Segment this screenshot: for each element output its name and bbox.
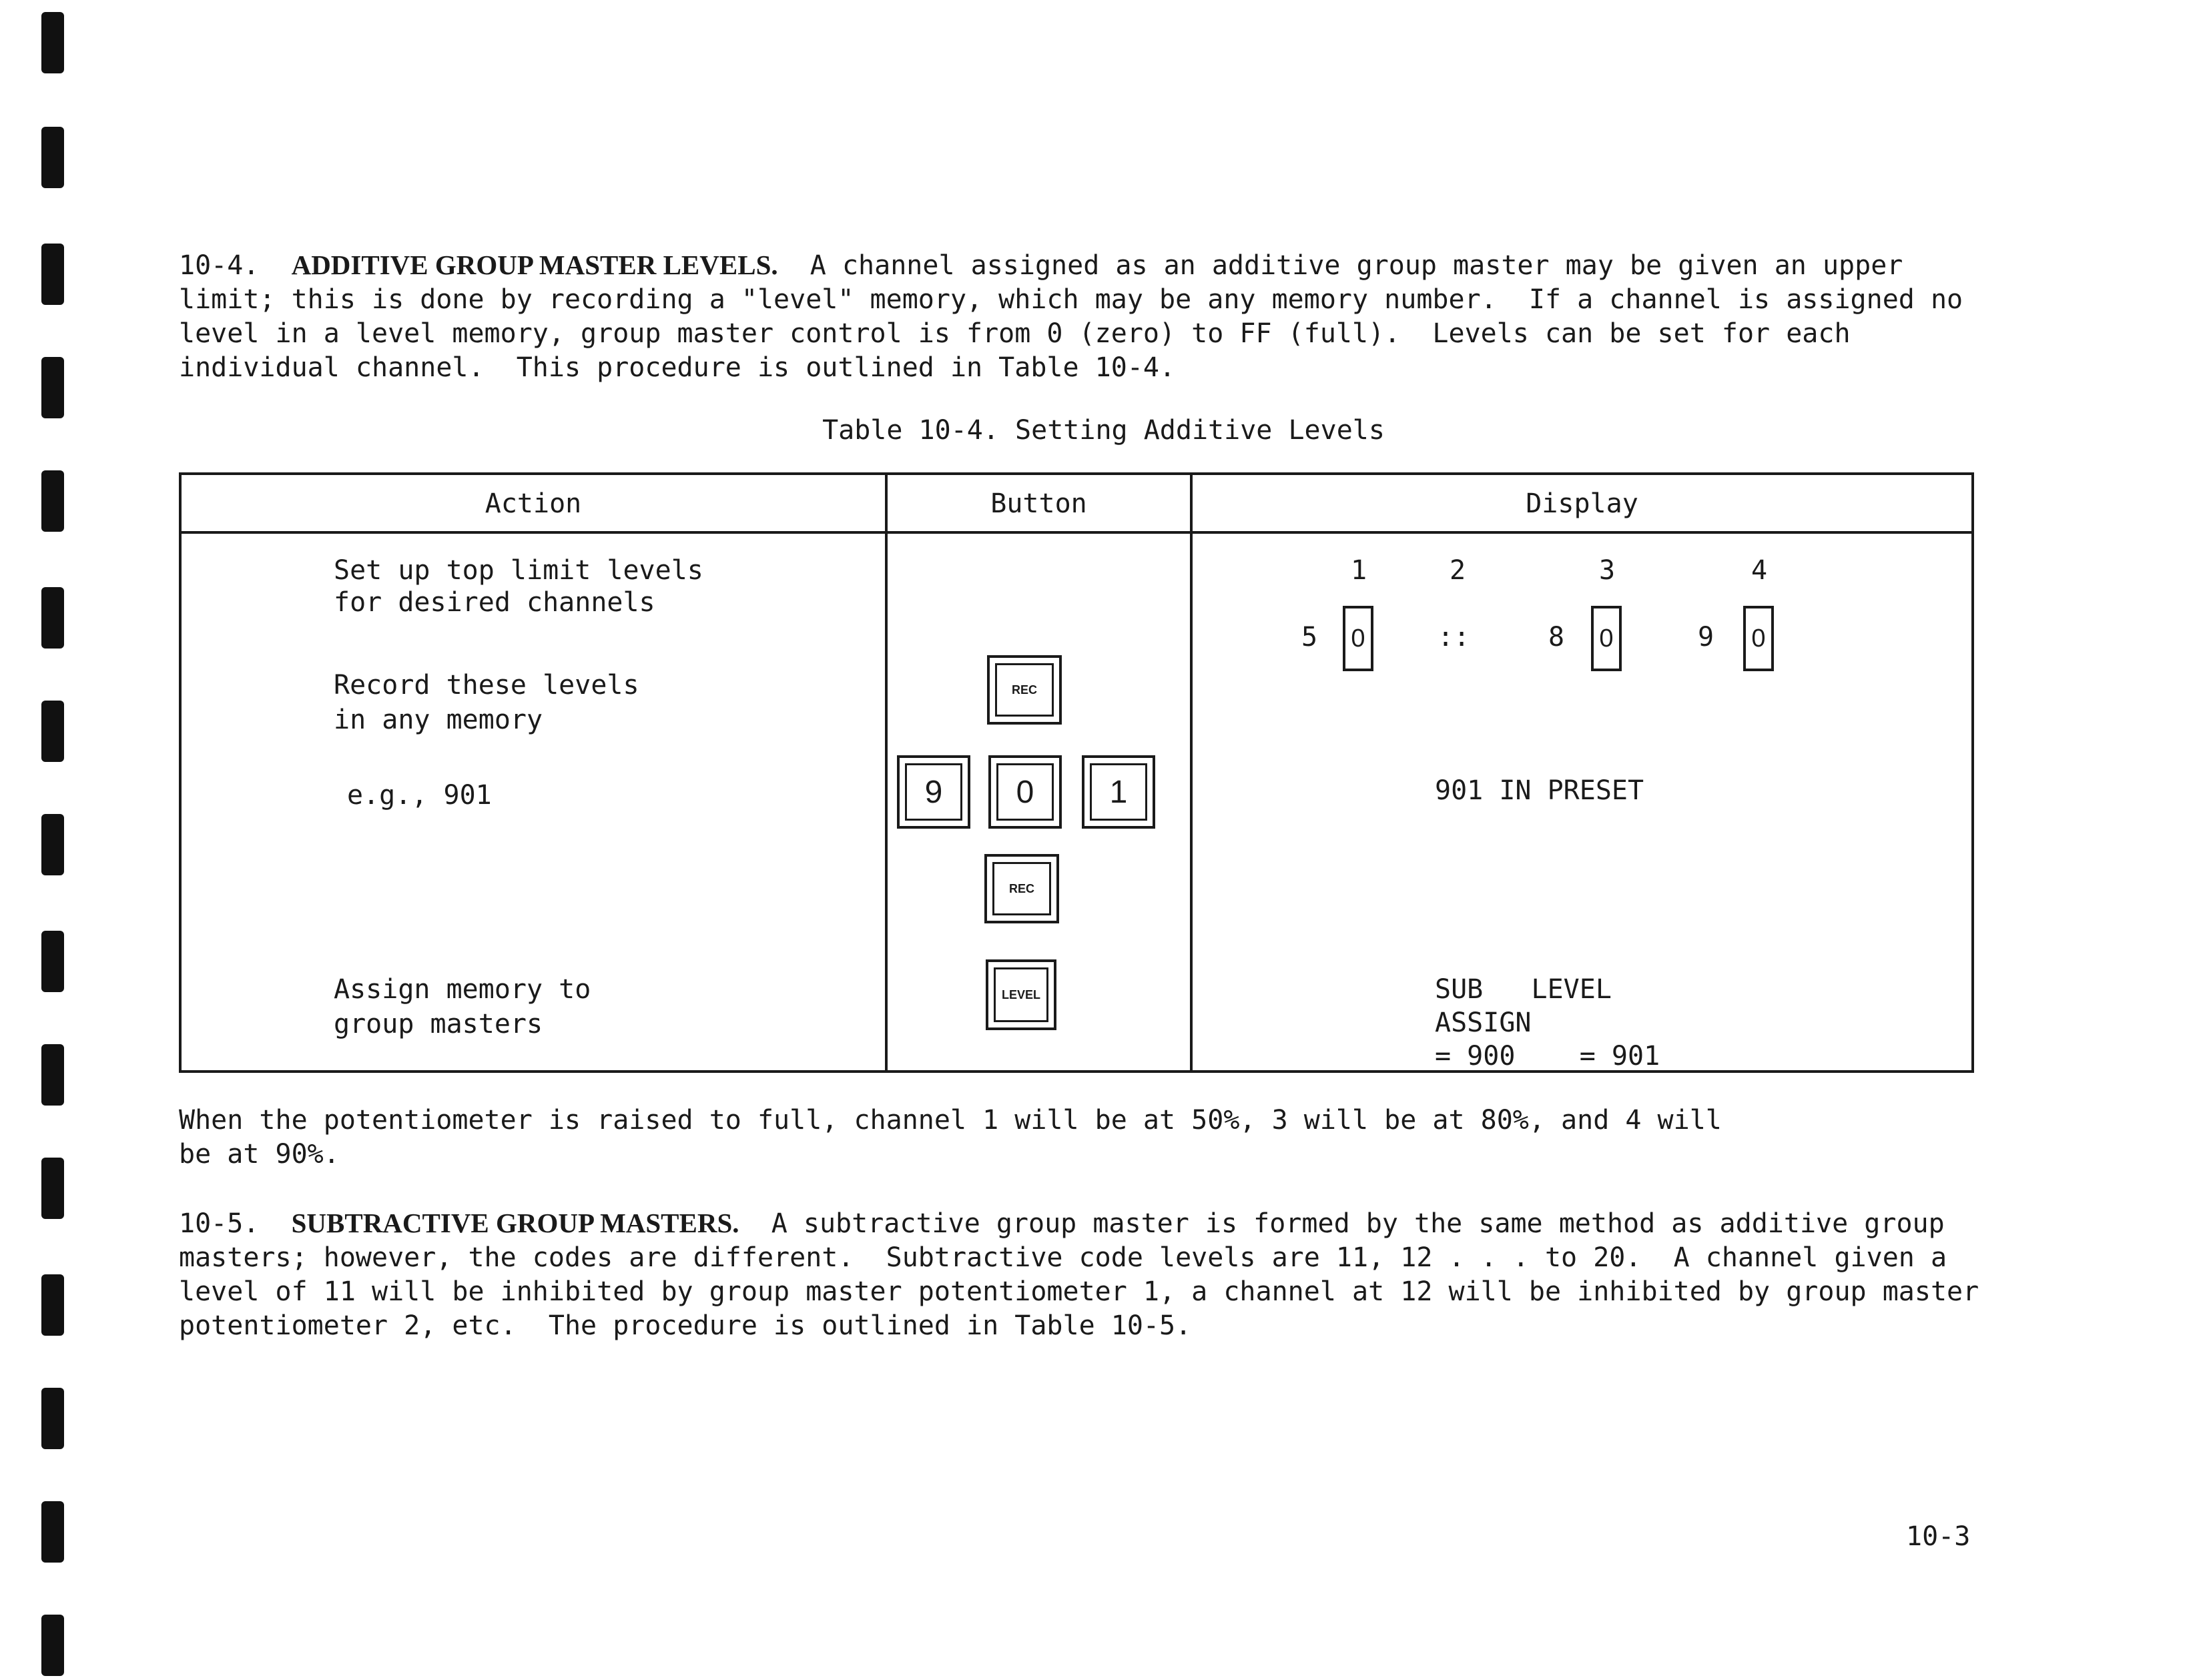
section-body: A channel assigned as an additive group master may be given an upper limit; this is done by recording a "level" memory, which may be any memory number. If a channel is assigned no level in a level memory, group master control is from 0 (zero) to FF (full). Levels can be set for each individual channel. This procedure is outlined in Table 10-4. [179,250,1979,383]
procedure-table [179,472,1974,1073]
channel-level-box: 0 [1343,606,1373,671]
display-sub-line2: ASSIGN [1435,1007,1532,1038]
binder-hole [41,357,64,418]
binder-hole [41,1501,64,1563]
channel-level-box: 0 [1591,606,1622,671]
display-preset: 901 IN PRESET [1435,775,1644,806]
action-assign-line1: Assign memory to [334,974,591,1005]
channel-level-box: 0 [1743,606,1774,671]
section-10-4-paragraph [179,248,2007,385]
rec-key-label: REC [992,862,1051,915]
binder-hole [41,470,64,532]
binder-hole [41,1158,64,1219]
after-table-paragraph: When the potentiometer is raised to full, channel 1 will be at 50%, 3 will be at 80%, and 4 will be at 90%. [179,1105,1722,1170]
section-number: 10-5. [179,1208,260,1239]
section-body: A subtractive group master is formed by the same method as additive group masters; however, the codes are different. Subtractive code levels are 11, 12 . . . to 20. A channel given a level of 11 will be inhibited by group master potentiometer 1, a channel at 12 will be inhibited by group master potentiometer 2, etc. The procedure is outlined in Table 10-5. [179,1208,1995,1341]
rec-key [984,854,1059,923]
section-heading: SUBTRACTIVE GROUP MASTERS. [291,1208,739,1238]
page-number: 10-3 [1906,1521,1971,1552]
channel-level-prefix: 8 [1548,622,1565,653]
table-caption: Table 10-4. Setting Additive Levels [822,415,1385,446]
binder-hole [41,1274,64,1336]
channel-level-prefix: 9 [1698,622,1714,653]
action-example: e.g., 901 [347,780,492,811]
digit-9-key [897,755,970,829]
binder-hole [41,1615,64,1676]
section-number: 10-4. [179,250,260,281]
display-sub-line3: = 900 = 901 [1435,1041,1660,1072]
binder-hole [41,1388,64,1449]
column-divider [885,475,888,1070]
binder-hole [41,1044,64,1106]
action-setup-line1: Set up top limit levels [334,555,703,586]
channel-level-empty: :: [1438,622,1470,653]
display-sub-line1: SUB LEVEL [1435,974,1612,1005]
action-record-line1: Record these levels [334,670,639,701]
rec-key-label: REC [995,663,1054,717]
binder-hole [41,931,64,992]
digit-0-key [988,755,1062,829]
binder-hole [41,701,64,762]
digit-1-label: 1 [1090,763,1147,821]
level-key [986,959,1056,1030]
digit-9-label: 9 [905,763,962,821]
action-record-line2: in any memory [334,705,543,735]
section-heading: ADDITIVE GROUP MASTER LEVELS. [291,250,778,280]
channel-number: 2 [1450,555,1466,586]
header-divider [182,531,1971,534]
channel-number: 4 [1751,555,1768,586]
digit-0-label: 0 [996,763,1054,821]
digit-1-key [1082,755,1155,829]
channel-level-prefix: 5 [1301,622,1318,653]
binder-hole [41,12,64,73]
channel-number: 1 [1351,555,1367,586]
column-header-button: Button [990,488,1087,519]
section-10-5-paragraph [179,1206,2007,1343]
binder-hole [41,587,64,649]
binder-hole [41,814,64,875]
rec-key [987,655,1062,725]
channel-number: 3 [1599,555,1616,586]
binder-hole [41,127,64,188]
action-assign-line2: group masters [334,1009,543,1039]
column-header-action: Action [485,488,582,519]
column-divider [1190,475,1193,1070]
binder-hole [41,244,64,305]
action-setup-line2: for desired channels [334,587,655,618]
level-key-label: LEVEL [994,967,1048,1022]
column-header-display: Display [1526,488,1638,519]
